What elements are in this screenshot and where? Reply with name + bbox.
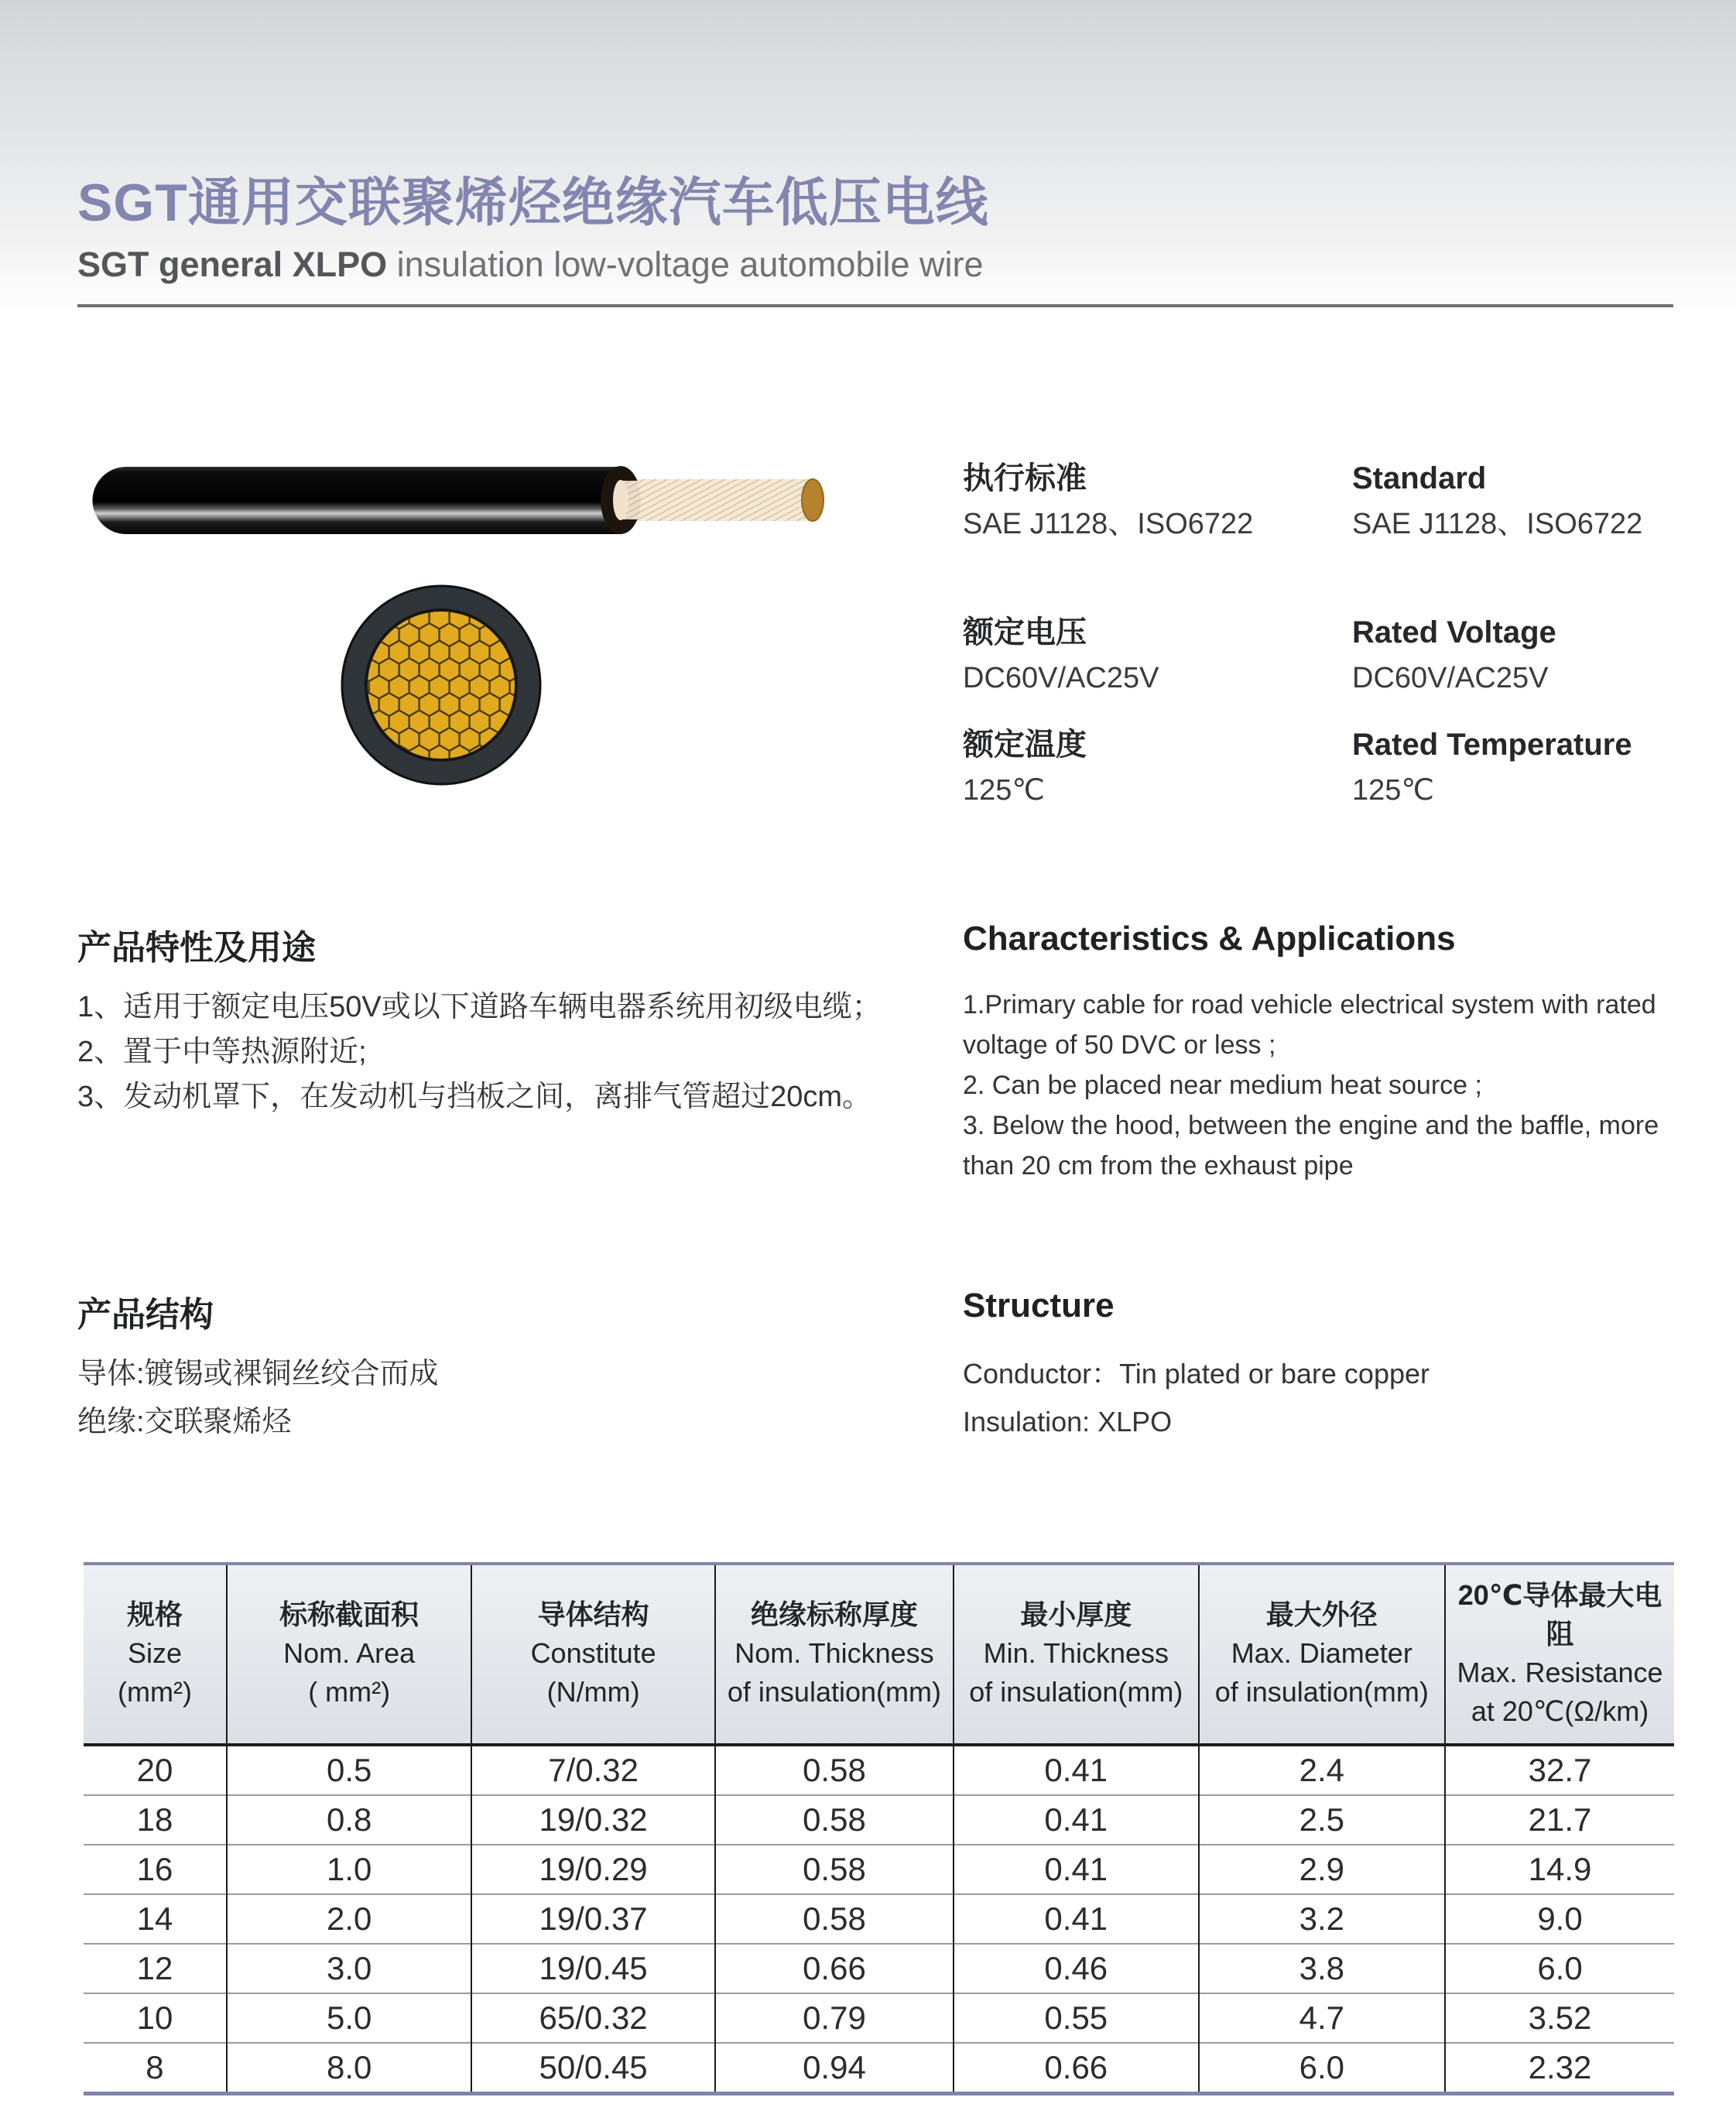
table-cell: 0.46: [954, 1944, 1198, 1993]
table-header-line: ( mm²): [308, 1676, 391, 1708]
table-header-line: 20℃导体最大电阻: [1457, 1579, 1662, 1650]
table-cell: 3.8: [1199, 1944, 1446, 1993]
table-cell: 0.41: [954, 1745, 1198, 1795]
table-cell: 0.41: [954, 1894, 1198, 1944]
wire-insulation-tube: [93, 467, 621, 534]
table-header-line: (mm²): [117, 1676, 192, 1708]
page-title: SGT通用交联聚烯烃绝缘汽车低压电线: [77, 173, 989, 232]
table-cell: 0.8: [227, 1795, 471, 1845]
spec-standard-cn: [963, 460, 1334, 542]
table-header-cell-7: [1445, 1565, 1674, 1745]
table-cell: 2.32: [1445, 2043, 1674, 2092]
structure-list-cn: [77, 1350, 936, 1446]
table-cell: 0.41: [954, 1845, 1198, 1894]
table-cell: 20: [84, 1745, 227, 1795]
table-header-cell-6: [1199, 1565, 1446, 1745]
table-cell: 0.94: [715, 2043, 954, 2092]
features-heading-cn: 产品特性及用途: [77, 929, 316, 967]
table-header-line: 最大外径: [1265, 1599, 1378, 1630]
table-header-line: of insulation(mm): [727, 1676, 941, 1708]
table-cell: 6.0: [1199, 2043, 1446, 2092]
spec-standard-en: [1352, 460, 1724, 542]
spec-label: Standard: [1352, 461, 1487, 495]
table-row: [84, 1944, 1674, 1993]
structure-item: 导体:镀锡或裸铜丝绞合而成: [77, 1358, 439, 1390]
table-cell: 19/0.37: [471, 1894, 714, 1944]
structure-heading-en: Structure: [963, 1287, 1115, 1324]
wire-illustration: [77, 449, 851, 790]
spec-value: SAE J1128、ISO6722: [963, 508, 1254, 540]
table-header-line: 最小厚度: [1020, 1599, 1132, 1630]
table-cell: 2.4: [1199, 1745, 1446, 1795]
table-header-cell-2: [227, 1565, 471, 1745]
wire-strands-front: [621, 481, 737, 519]
feature-item: 3、发动机罩下，在发动机与挡板之间，离排气管超过20cm。: [77, 1081, 872, 1113]
table-cell: 18: [84, 1795, 227, 1845]
header-divider: [77, 304, 1673, 307]
table-row: [84, 2043, 1674, 2092]
table-cell: 0.58: [715, 1845, 954, 1894]
table-cell: 0.58: [715, 1745, 954, 1795]
spec-label: 执行标准: [963, 461, 1087, 495]
table-header-line: at 20℃(Ω/km): [1471, 1695, 1649, 1727]
features-heading-en: Characteristics & Applications: [963, 920, 1456, 958]
table-row: [84, 1795, 1674, 1845]
table-cell: 2.0: [227, 1894, 471, 1944]
header-band: [0, 0, 1736, 308]
page-subtitle: [77, 245, 984, 285]
structure-item: 绝缘:交联聚烯烃: [77, 1406, 292, 1438]
spec-label: Rated Voltage: [1352, 615, 1556, 649]
wire-side-view: [93, 466, 824, 534]
table-header-line: 规格: [126, 1599, 183, 1630]
spec-value: DC60V/AC25V: [963, 662, 1159, 694]
table-cell: 9.0: [1445, 1894, 1674, 1944]
table-cell: 3.52: [1445, 1993, 1674, 2043]
table-cell: 19/0.29: [471, 1845, 714, 1894]
spec-label: Rated Temperature: [1352, 728, 1632, 762]
table-cell: 16: [84, 1845, 227, 1894]
structure-item: Insulation: XLPO: [963, 1406, 1173, 1438]
table-cell: 0.66: [715, 1944, 954, 1993]
table-cell: 4.7: [1199, 1993, 1446, 2043]
table-cell: 8.0: [227, 2043, 471, 2092]
table-header-line: Size: [127, 1637, 182, 1669]
table-cell: 7/0.32: [471, 1745, 714, 1795]
spec-value: DC60V/AC25V: [1352, 662, 1549, 694]
table-row: [84, 1894, 1674, 1944]
table-header-line: 标称截面积: [279, 1599, 419, 1630]
table-row: [84, 1993, 1674, 2043]
table-cell: 0.41: [954, 1795, 1198, 1845]
wire-strand-tip: [802, 479, 823, 521]
feature-item: 2. Can be placed near medium heat source ;: [963, 1071, 1482, 1100]
spec-value: SAE J1128、ISO6722: [1352, 508, 1643, 540]
table-cell: 14: [84, 1894, 227, 1944]
features-list-en: [963, 985, 1698, 1186]
table-cell: 12: [84, 1944, 227, 1993]
table-cell: 0.66: [954, 2043, 1198, 2092]
table-header-line: (N/mm): [546, 1676, 640, 1708]
table-cell: 19/0.45: [471, 1944, 714, 1993]
table-header-cell-5: [954, 1565, 1198, 1745]
spec-temperature-cn: [963, 726, 1334, 808]
table-cell: 3.0: [227, 1944, 471, 1993]
table-header-line: Min. Thickness: [983, 1637, 1169, 1669]
table-cell: 0.5: [227, 1745, 471, 1795]
wire-cross-section: [342, 586, 540, 784]
spec-value: 125℃: [963, 774, 1046, 807]
table-cell: 32.7: [1445, 1745, 1674, 1795]
table-header-line: Constitute: [530, 1637, 656, 1669]
table-cell: 2.9: [1199, 1845, 1446, 1894]
table-header-cell-4: [715, 1565, 954, 1745]
table-cell: 65/0.32: [471, 1993, 714, 2043]
spec-label: 额定电压: [963, 615, 1087, 649]
table-cell: 0.58: [715, 1894, 954, 1944]
table-header-line: 导体结构: [537, 1599, 649, 1630]
spec-value: 125℃: [1352, 774, 1435, 807]
table-cell: 3.2: [1199, 1894, 1446, 1944]
table-header-row: [84, 1565, 1674, 1745]
table-row: [84, 1745, 1674, 1795]
table-header-line: Max. Resistance: [1457, 1657, 1663, 1688]
table-cell: 0.79: [715, 1993, 954, 2043]
table-header-cell-1: [84, 1565, 227, 1745]
table-header-line: Max. Diameter: [1231, 1637, 1412, 1669]
spec-temperature-en: [1352, 726, 1724, 808]
table-cell: 6.0: [1445, 1944, 1674, 1993]
structure-list-en: [963, 1350, 1698, 1446]
table-header-line: of insulation(mm): [969, 1676, 1183, 1708]
spec-label: 额定温度: [963, 728, 1087, 762]
table-cell: 0.55: [954, 1993, 1198, 2043]
table-header-line: of insulation(mm): [1214, 1676, 1429, 1708]
feature-item: 3. Below the hood, between the engine and the baffle, more than 20 cm from the exhaust pipe: [963, 1111, 1659, 1181]
table-header-line: 绝缘标称厚度: [750, 1599, 918, 1630]
spec-table: [84, 1565, 1674, 2092]
table-cell: 50/0.45: [471, 2043, 714, 2092]
feature-item: 2、置于中等热源附近;: [77, 1036, 367, 1068]
features-list-cn: [77, 985, 936, 1119]
table-header-line: Nom. Thickness: [734, 1637, 934, 1669]
table-header-cell-3: [471, 1565, 714, 1745]
table-cell: 19/0.32: [471, 1795, 714, 1845]
table-cell: 1.0: [227, 1845, 471, 1894]
table-row: [84, 1845, 1674, 1894]
table-cell: 8: [84, 2043, 227, 2092]
table-cell: 14.9: [1445, 1845, 1674, 1894]
table-cell: 0.58: [715, 1795, 954, 1845]
feature-item: 1、适用于额定电压50V或以下道路车辆电器系统用初级电缆；: [77, 991, 882, 1023]
table-cell: 2.5: [1199, 1795, 1446, 1845]
table-cell: 5.0: [227, 1993, 471, 2043]
wire-strand-root: [613, 480, 628, 520]
subtitle-product-code: SGT general XLPO: [77, 245, 388, 284]
structure-item: Conductor：Tin plated or bare copper: [963, 1358, 1430, 1390]
structure-heading-cn: 产品结构: [77, 1296, 214, 1334]
spec-table-section: [84, 1562, 1674, 2095]
feature-item: 1.Primary cable for road vehicle electrical system with rated voltage of 50 DVC or less ;: [963, 990, 1656, 1060]
table-header-line: Nom. Area: [283, 1637, 416, 1669]
cross-section-conductor-strand-pattern: [368, 612, 515, 759]
subtitle-description: insulation low-voltage automobile wire: [387, 245, 984, 284]
spec-voltage-cn: [963, 614, 1334, 696]
spec-voltage-en: [1352, 614, 1724, 696]
table-cell: 10: [84, 1993, 227, 2043]
table-cell: 21.7: [1445, 1795, 1674, 1845]
